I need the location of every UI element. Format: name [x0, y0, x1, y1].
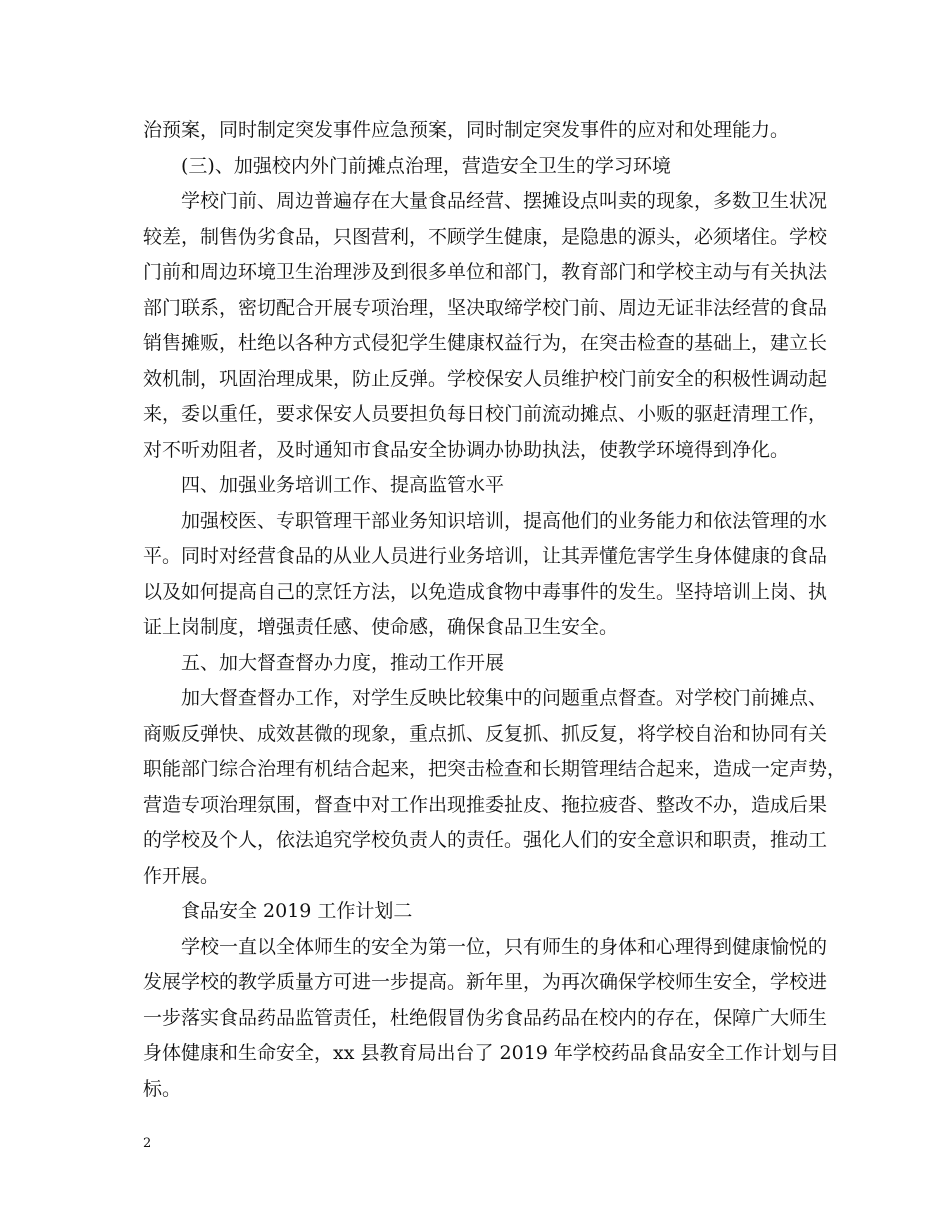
text-line: 作开展。 — [143, 864, 220, 887]
text-line: 效机制，巩固治理成果，防止反弹。学校保安人员维护校门前安全的积极性调动起 — [143, 367, 828, 390]
text-line: (三)、加强校内外门前摊点治理，营造安全卫生的学习环境 — [181, 154, 671, 177]
text-line: 的学校及个人，依法追究学校负责人的责任。强化人们的安全意识和职责，推动工 — [143, 829, 828, 851]
text-line: 来，委以重任，要求保安人员要担负每日校门前流动摊点、小贩的驱赶清理工作， — [143, 403, 828, 425]
text-line: 治预案，同时制定突发事件应急预案，同时制定突发事件的应对和处理能力。 — [143, 119, 790, 141]
text-line: 身体健康和生命安全，xx 县教育局出台了 2019 年学校药品食品安全工作计划与目 — [143, 1042, 839, 1064]
text-line: 较差，制售伪劣食品，只图营利，不顾学生健康，是隐患的源头，必须堵住。学校 — [143, 225, 828, 248]
text-line: 标。 — [143, 1077, 182, 1100]
text-line: 部门联系，密切配合开展专项治理，坚决取缔学校门前、周边无证非法经营的食品 — [143, 296, 828, 319]
text-line: 销售摊贩，杜绝以各种方式侵犯学生健康权益行为，在突击检查的基础上，建立长 — [143, 332, 828, 354]
text-line: 商贩反弹快、成效甚微的现象，重点抓、反复抓、抓反复，将学校自治和协同有关 — [143, 722, 828, 745]
text-line: 职能部门综合治理有机结合起来，把突击检查和长期管理结合起来，造成一定声势， — [143, 758, 847, 780]
text-line: 五、加大督查督办力度，推动工作开展 — [181, 651, 505, 674]
text-line: 营造专项治理氛围，督查中对工作出现推委扯皮、拖拉疲沓、整改不办，造成后果 — [143, 793, 828, 816]
text-line: 加大督查督办工作，对学生反映比较集中的问题重点督查。对学校门前摊点、 — [181, 687, 828, 709]
text-line: 加强校医、专职管理干部业务知识培训，提高他们的业务能力和依法管理的水 — [181, 509, 828, 532]
text-line: 证上岗制度，增强责任感、使命感，确保食品卫生安全。 — [143, 616, 619, 638]
text-line: 学校一直以全体师生的安全为第一位，只有师生的身体和心理得到健康愉悦的 — [181, 935, 828, 958]
document-body — [143, 113, 847, 1107]
text-line: 平。同时对经营食品的从业人员进行业务培训，让其弄懂危害学生身体健康的食品 — [143, 545, 828, 567]
text-line: 发展学校的教学质量方可进一步提高。新年里，为再次确保学校师生安全，学校进 — [143, 971, 828, 993]
text-line: 一步落实食品药品监管责任，杜绝假冒伪劣食品药品在校内的存在，保障广大师生 — [143, 1006, 828, 1029]
text-line: 以及如何提高自己的烹饪方法，以免造成食物中毒事件的发生。坚持培训上岗、执 — [143, 580, 828, 603]
text-line: 四、加强业务培训工作、提高监管水平 — [181, 474, 505, 496]
text-line: 食品安全 2019 工作计划二 — [181, 900, 413, 922]
text-line: 学校门前、周边普遍存在大量食品经营、摆摊设点叫卖的现象，多数卫生状况 — [181, 190, 828, 212]
text-line: 门前和周边环境卫生治理涉及到很多单位和部门，教育部门和学校主动与有关执法 — [143, 261, 828, 283]
page-number: 2 — [143, 1136, 152, 1151]
text-line: 对不听劝阻者，及时通知市食品安全协调办协助执法，使教学环境得到净化。 — [143, 438, 790, 461]
